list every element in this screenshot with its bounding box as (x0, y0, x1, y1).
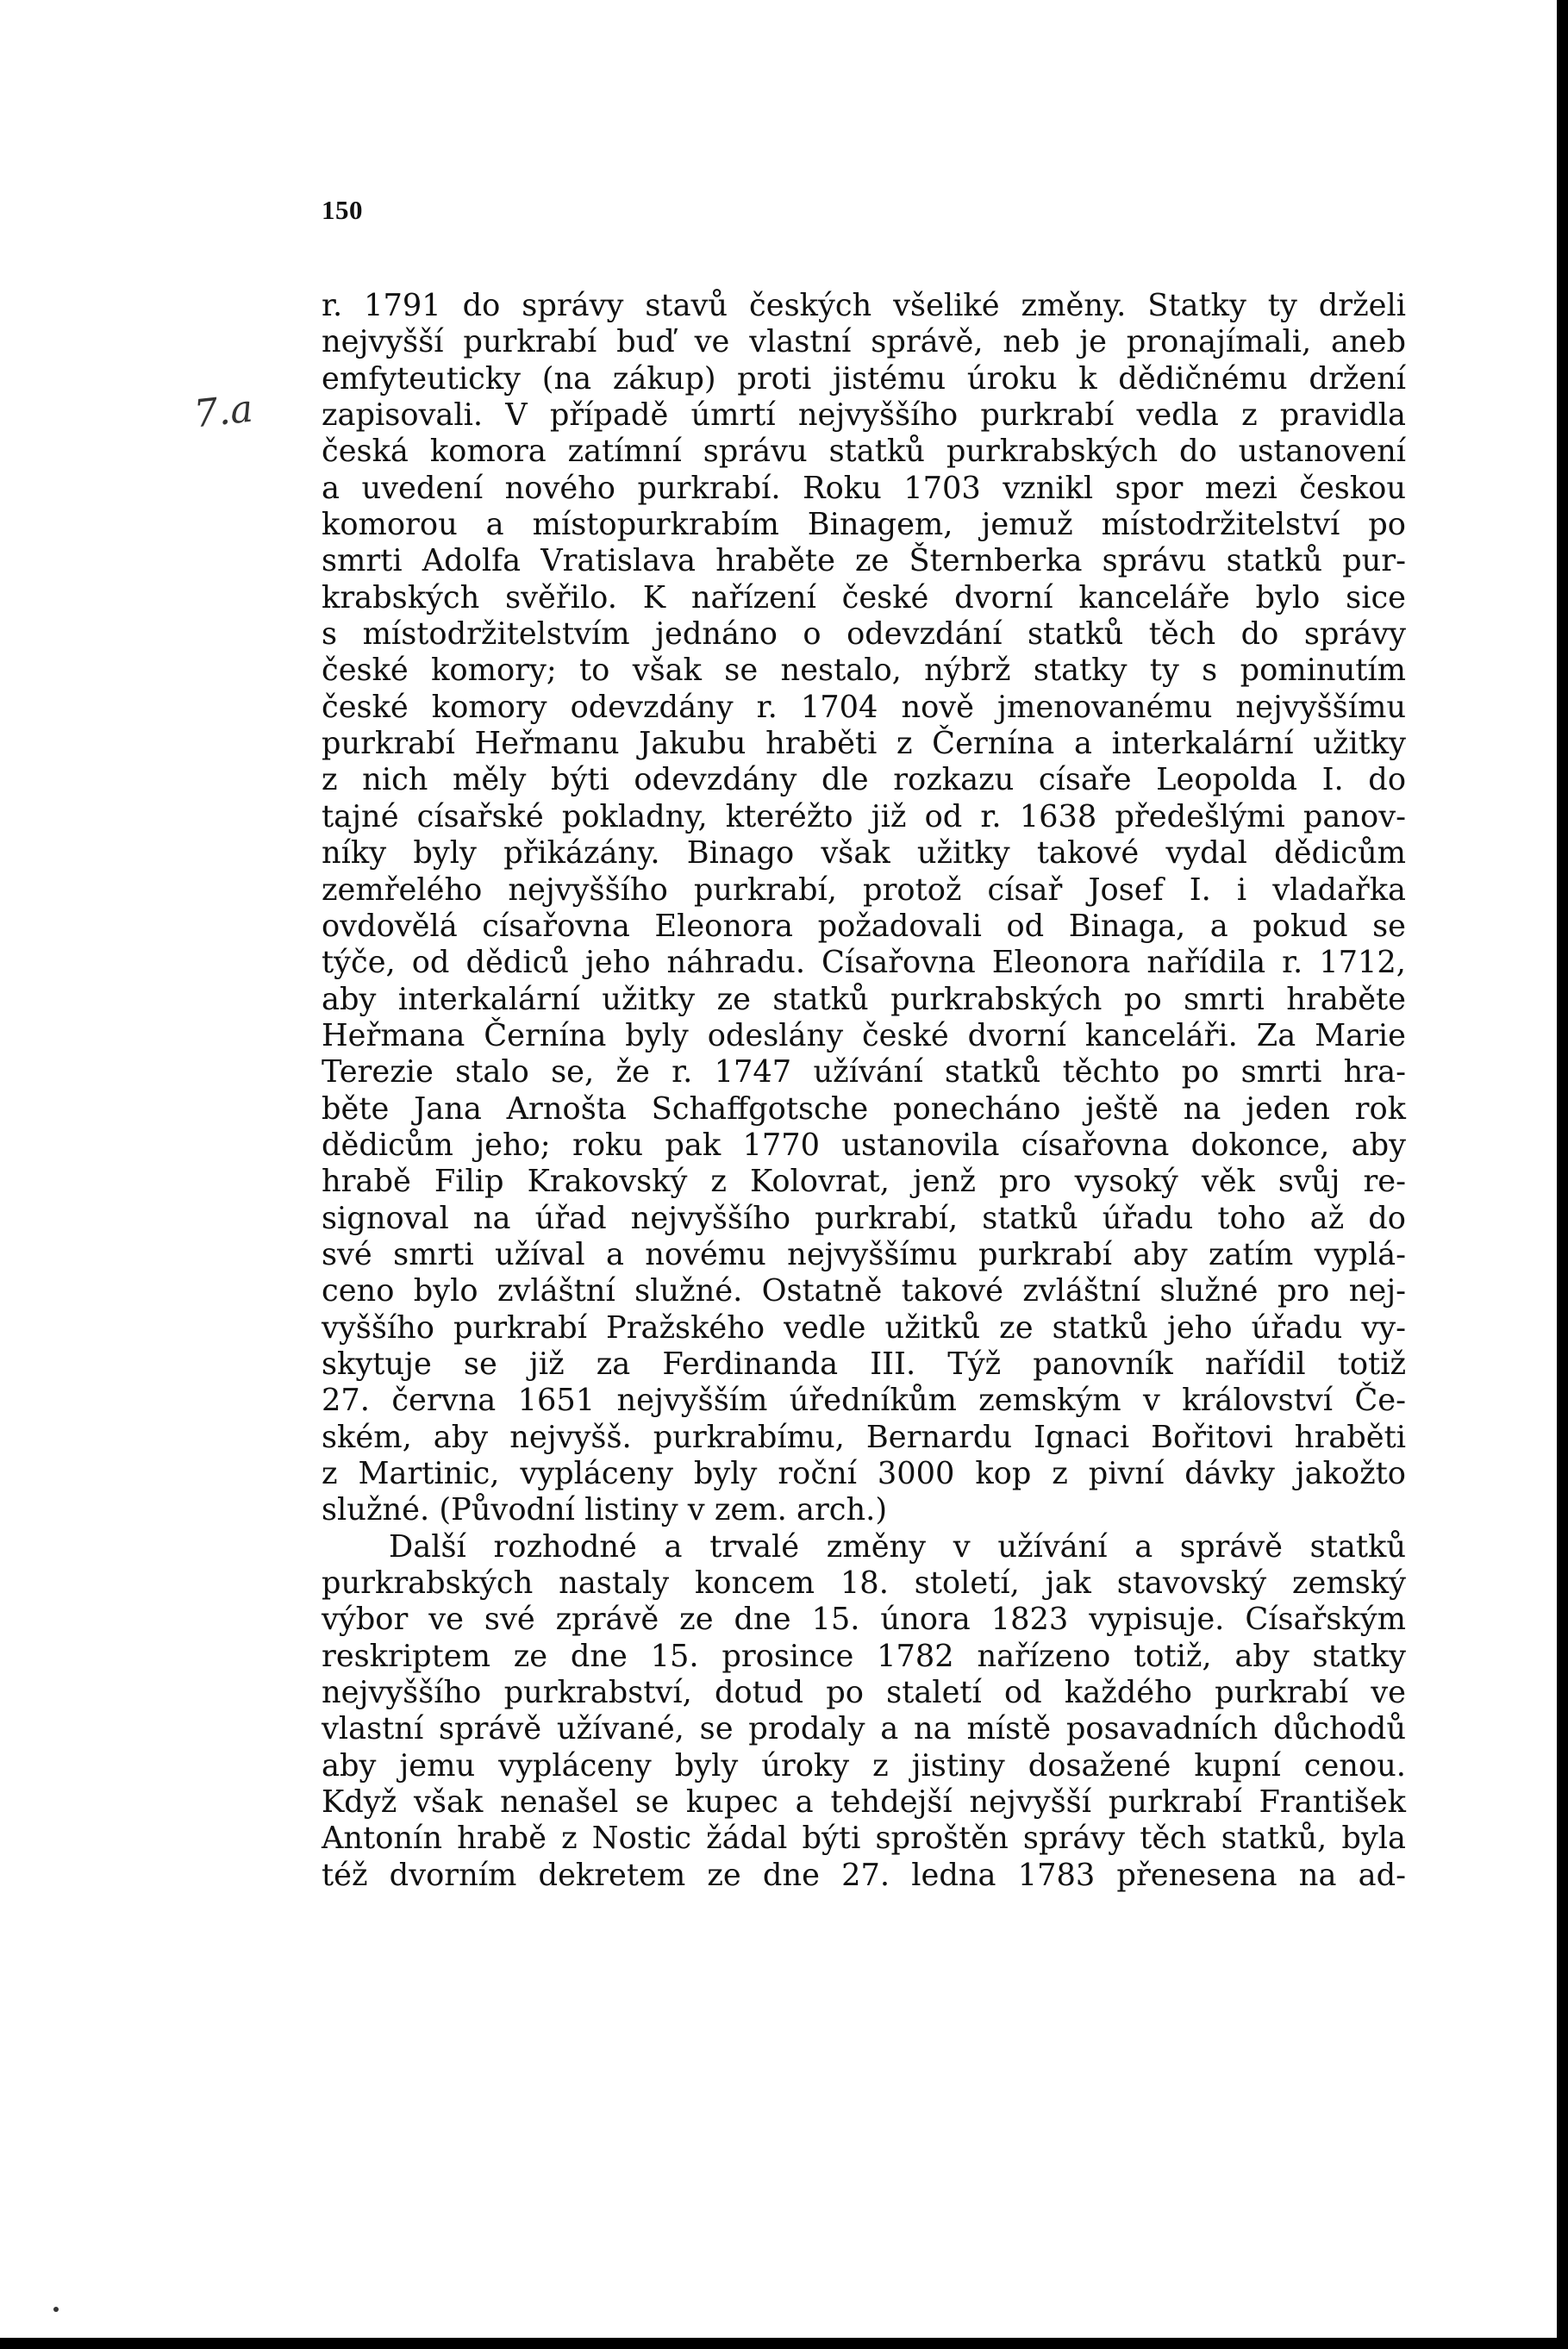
text-line: Další rozhodné a trvalé změny v užívání a správě statků (389, 1528, 1406, 1565)
paragraph (322, 1529, 1406, 1894)
text-line: z nich měly býti odevzdány dle rozkazu císaře Leopolda I. do (322, 762, 1406, 798)
text-line: zemřelého nejvyššího purkrabí, protož císař Josef I. i vladařka (322, 872, 1406, 908)
text-line: běte Jana Arnošta Schaffgotsche ponecháno ještě na jeden rok (322, 1090, 1406, 1127)
text-line: aby interkalární užitky ze statků purkrabských po smrti hraběte (322, 981, 1406, 1017)
text-line: české komory; to však se nestalo, nýbrž statky ty s pominutím (322, 653, 1406, 689)
text-line: Heřmana Černína byly odeslány české dvorní kanceláři. Za Marie (322, 1017, 1406, 1053)
text-line: česká komora zatímní správu statků purkrabských do ustanovení (322, 434, 1406, 470)
text-line: své smrti užíval a novému nejvyššímu purkrabí aby zatím vyplá- (322, 1236, 1406, 1272)
text-line: hrabě Filip Krakovský z Kolovrat, jenž pro vysoký věk svůj re- (322, 1164, 1406, 1200)
text-line: vlastní správě užívané, se prodaly a na místě posavadních důchodů (322, 1711, 1406, 1747)
text-line: níky byly přikázány. Binago však užitky takové vydal dědicům (322, 835, 1406, 872)
text-line: služné. (Původní listiny v zem. arch.) (322, 1492, 888, 1528)
text-line: a uvedení nového purkrabí. Roku 1703 vznikl spor mezi českou (322, 470, 1406, 506)
text-line: ceno bylo zvláštní služné. Ostatně takové zvláštní služné pro nej- (322, 1273, 1406, 1309)
text-line: ovdovělá císařovna Eleonora požadovali od Binaga, a pokud se (322, 908, 1406, 944)
text-line: reskriptem ze dne 15. prosince 1782 nařízeno totiž, aby statky (322, 1638, 1406, 1674)
text-line: 27. června 1651 nejvyšším úředníkům zemským v království Če- (322, 1383, 1406, 1419)
paragraph (322, 288, 1406, 1529)
text-line: dědicům jeho; roku pak 1770 ustanovila císařovna dokonce, aby (322, 1127, 1406, 1163)
text-line: aby jemu vypláceny byly úroky z jistiny dosažené kupní cenou. (322, 1747, 1406, 1784)
text-line: české komory odevzdány r. 1704 nově jmenovanému nejvyššímu (322, 689, 1406, 725)
text-line: vyššího purkrabí Pražského vedle užitků ze statků jeho úřadu vy- (322, 1309, 1406, 1346)
text-line: z Martinic, vypláceny byly roční 3000 kop z pivní dávky jakožto (322, 1456, 1406, 1491)
text-line: Antonín hrabě z Nostic žádal býti sproštěn správy těch statků, byla (322, 1821, 1406, 1857)
text-line: též dvorním dekretem ze dne 27. ledna 1783 přenesena na ad- (322, 1857, 1406, 1893)
text-line: purkrabských nastaly koncem 18. století, jak stavovský zemský (322, 1565, 1406, 1602)
scan-speck (53, 2307, 59, 2312)
text-line: krabských svěřilo. K nařízení české dvorní kanceláře bylo sice (322, 579, 1406, 615)
text-line: tajné císařské pokladny, kteréžto již od r. 1638 předešlými panov- (322, 798, 1406, 834)
text-line: s místodržitelstvím jednáno o odevzdání statků těch do správy (322, 616, 1406, 653)
text-line: purkrabí Heřmanu Jakubu hraběti z Černína a interkalární užitky (322, 726, 1406, 762)
text-line: nejvyššího purkrabství, dotud po staletí od každého purkrabí ve (322, 1675, 1406, 1711)
text-line: nejvyšší purkrabí buď ve vlastní správě, neb je pronajímali, aneb (322, 324, 1406, 360)
text-line: smrti Adolfa Vratislava hraběte ze Šternberka správu statků pur- (322, 543, 1406, 579)
text-line: komorou a místopurkrabím Binagem, jemuž místodržitelství po (322, 507, 1406, 543)
handwritten-margin-note: 7.a (191, 386, 255, 437)
text-line: týče, od dědiců jeho náhradu. Císařovna Eleonora nařídila r. 1712, (322, 945, 1406, 981)
text-line: Terezie stalo se, že r. 1747 užívání statků těchto po smrti hra- (322, 1054, 1406, 1090)
text-line: výbor ve své zprávě ze dne 15. února 1823 vypisuje. Císařským (322, 1602, 1406, 1638)
text-line: emfyteuticky (na zákup) proti jistému úroku k dědičnému držení (322, 360, 1406, 397)
text-line: skytuje se již za Ferdinanda III. Týž panovník nařídil totiž (322, 1346, 1406, 1382)
text-line: r. 1791 do správy stavů českých všeliké změny. Statky ty drželi (322, 288, 1406, 323)
text-line: ském, aby nejvyšš. purkrabímu, Bernardu Ignaci Bořitovi hraběti (322, 1419, 1406, 1455)
text-line: Když však nenašel se kupec a tehdejší nejvyšší purkrabí František (322, 1784, 1406, 1821)
page-number: 150 (322, 195, 363, 225)
body-text (322, 288, 1406, 1894)
text-line: signoval na úřad nejvyššího purkrabí, statků úřadu toho až do (322, 1200, 1406, 1236)
text-line: zapisovali. V případě úmrtí nejvyššího purkrabí vedla z pravidla (322, 397, 1406, 434)
